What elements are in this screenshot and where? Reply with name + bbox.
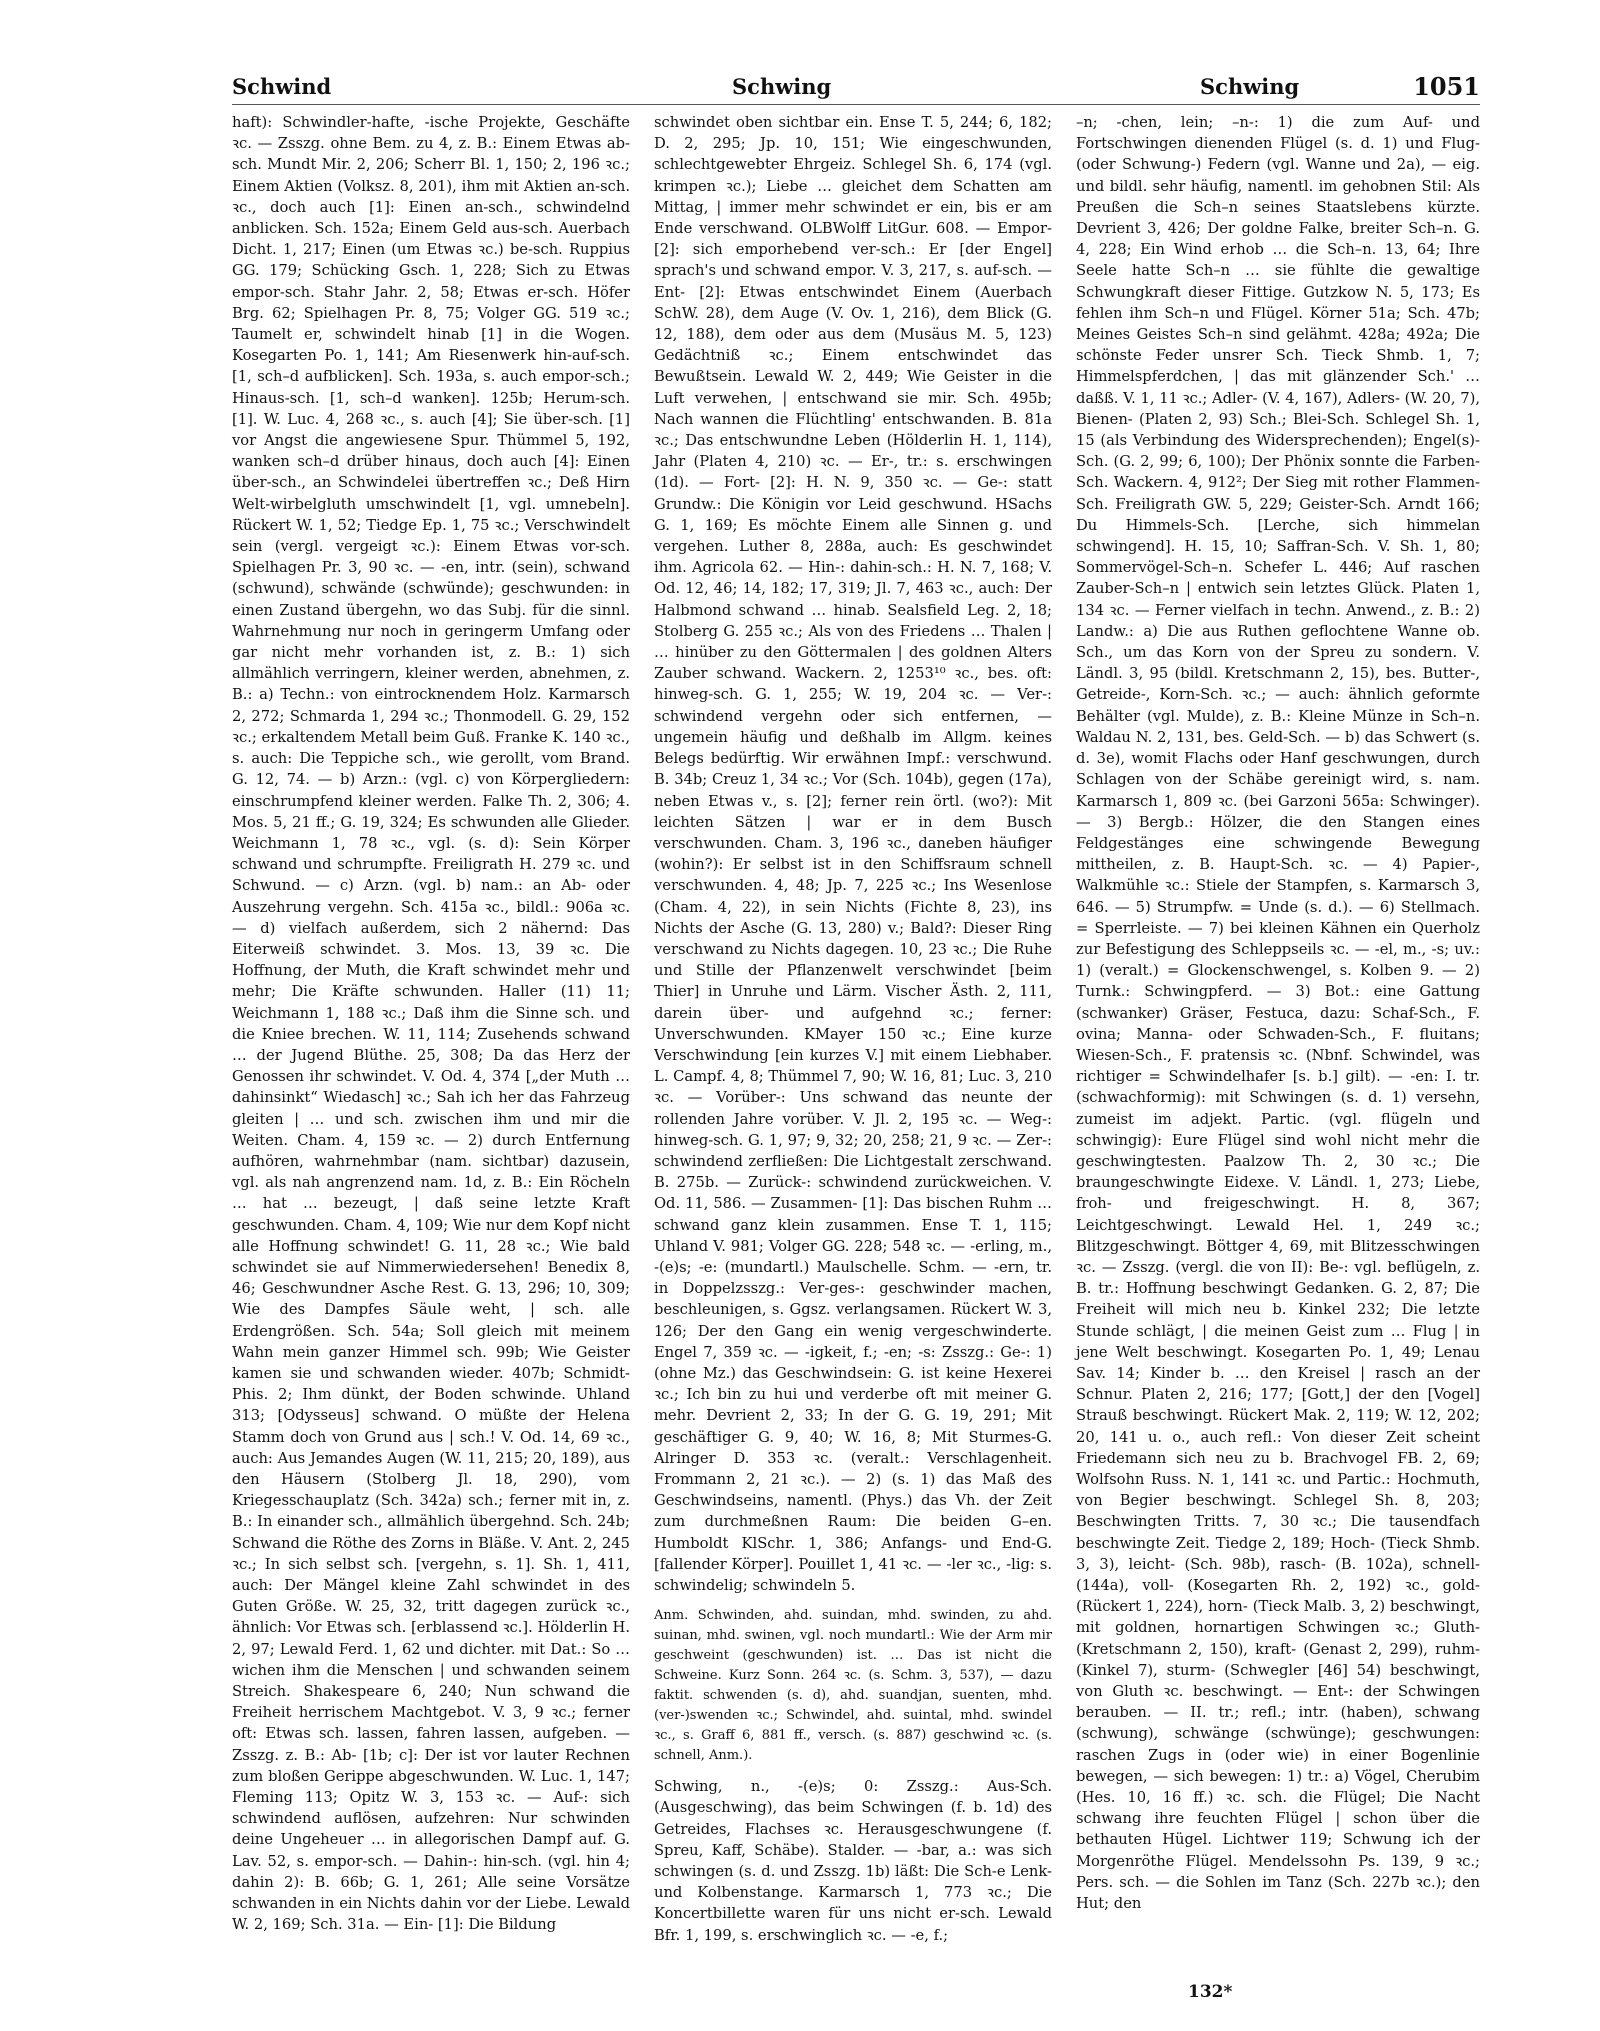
text-column-2 [654, 112, 1052, 1944]
etymology-note: Anm. Schwinden, ahd. suindan, mhd. swinden, zu ahd. suinan, mhd. swinen, vgl. noch mundartl.: Wie der Arm mir geschweint (geschwunden) ist. … Das ist nicht die Schweine. Kurz Sonn. 264 ꝛc. (s. Schm. 3, 537), — dazu faktit. schwenden (s. d), ahd. suandjan, suenten, mhd. (ver-)swenden ꝛc.; Schwindel, ahd. suintal, mhd. swindel ꝛc., s. Graff 6, 881 ff., versch. (s. 887) geschwind ꝛc. (s. schnell, Anm.). [654, 1608, 1052, 1764]
column-3-paragraph: –n; -chen, lein; –n-: 1) die zum Auf- und Fortschwingen dienenden Flügel (s. d. 1) und Flug- (oder Schwung-) Federn (vgl. Wanne und 2a), — eig. und bildl. sehr häufig, namentl. im gehobnen Stil: Als Preußen die Sch–n seines Staatslebens kürzte. Devrient 3, 426; Der goldne Falke, breiter Sch–n. G. 4, 228; Ein Wind erhob … die Sch–n. 13, 64; Ihre Seele hatte Sch–n … sie fühlte die gewaltige Schwungkraft dieser Fittige. Gutzkow N. 5, 173; Es fehlen ihm Sch–n und Flügel. Körner 51a; Sch. 47b; Meines Geistes Sch–n sind gelähmt. 428a; 492a; Die schönste Feder unsrer Sch. Tieck Shmb. 1, 7; Himmelspferdchen, | das mit glänzender Sch.' … daßß. V. 1, 11 ꝛc.; Adler- (V. 4, 167), Adlers- (W. 20, 7), Bienen- (Platen 2, 93) Sch.; Blei-Sch. Schlegel Sh. 1, 15 (als Verbindung des Widersprechenden); Engel(s)-Sch. (G. 2, 99; 6, 100); Der Phönix sonnte die Farben-Sch. Wackern. 4, 912²; Der Sieg mit rother Flammen-Sch. Freiligrath GW. 5, 229; Geister-Sch. Arndt 166; Du Himmels-Sch. [Lerche, sich himmelan schwingend]. H. 15, 10; Saffran-Sch. V. Sh. 1, 80; Sommervögel-Sch–n. Schefer L. 446; Auf raschen Zauber-Sch–n | entwich sein letztes Glück. Platen 1, 134 ꝛc. — Ferner vielfach in techn. Anwend., z. B.: 2) Landw.: a) Die aus Ruthen geflochtene Wanne ob. Sch., um das Korn von der Spreu zu sondern. V. Ländl. 3, 95 (bildl. Kretschmann 2, 15), bes. Butter-, Getreide-, Korn-Sch. ꝛc.; — auch: ähnlich geformte Behälter (vgl. Mulde), z. B.: Kleine Münze in Sch–n. Waldau N. 2, 131, bes. Geld-Sch. — b) das Schwert (s. d. 3e), womit Flachs oder Hanf geschwungen, durch Schlagen von der Schäbe gereinigt wird, s. nam. Karmarsch 1, 809 ꝛc. (bei Garzoni 565a: Schwinger). — 3) Bergb.: Hölzer, die den Stangen eines Feldgestänges eine schwingende Bewegung mittheilen, z. B. Haupt-Sch. ꝛc. — 4) Papier-, Walkmühle ꝛc.: Stiele der Stampfen, s. Karmarsch 3, 646. — 5) Strumpfw. = Unde (s. d.). — 6) Stellmach. = Sperrleiste. — 7) bei kleinen Kähnen ein Querholz zur Befestigung des Schleppseils ꝛc. — -el, m., -s; uv.: 1) (veralt.) = Glockenschwengel, s. Kolben 9. — 2) Turnk.: Schwingpferd. — 3) Bot.: eine Gattung (schwanker) Gräser, Festuca, dazu: Schaf-Sch., F. ovina; Manna- oder Schwaden-Sch., F. fluitans; Wiesen-Sch., F. pratensis ꝛc. (Nbnf. Schwindel, was richtiger = Schwindelhafer [s. b.] gilt). — -en: I. tr. (schwachformig): mit Schwingen (s. d. 1) versehn, zumeist im adjekt. Partic. (vgl. flügeln und schwingig): Eure Flügel sind wohl nicht mehr die geschwingtesten. Paalzow Th. 2, 30 ꝛc.; Die braungeschwingte Eidexe. V. Ländl. 1, 273; Liebe, froh- und freigeschwingt. H. 8, 367; Leichtgeschwingt. Lewald Hel. 1, 249 ꝛc.; Blitzgeschwingt. Böttger 4, 69, mit Blitzesschwingen ꝛc. — Zsszg. (vergl. die von II): Be-: vgl. beflügeln, z. B. tr.: Hoffnung beschwingt Gedanken. G. 2, 87; Die Freiheit will mich neu b. Kinkel 232; Die letzte Stunde schlägt, | die meinen Geist zum … Flug | in jene Welt beschwingt. Kosegarten Po. 1, 49; Lenau Sav. 14; Kinder b. … den Kreisel | rasch an der Schnur. Platen 2, 216; 177; [Gott,] der den [Vogel] Strauß beschwingt. Rückert Mak. 2, 119; W. 12, 202; 20, 141 u. o., auch refl.: Von dieser Zeit scheint Friedemann sich neu zu b. Brachvogel FB. 2, 69; Wolfsohn Russ. N. 1, 141 ꝛc. und Partic.: Hochmuth, von Begier beschwingt. Schlegel Sh. 8, 203; Beschwingten Tritts. 7, 30 ꝛc.; Die tausendfach beschwingte Zeit. Tiedge 2, 189; Hoch- (Tieck Shmb. 3, 3), leicht- (Sch. 98b), rasch- (B. 102a), schnell- (144a), voll- (Kosegarten Rh. 2, 192) ꝛc., gold- (Rückert 1, 224), horn- (Tieck Malb. 3, 2) beschwingt, mit goldnen, hornartigen Schwingen ꝛc.; Gluth- (Kretschmann 2, 150), kraft- (Genast 2, 299), ruhm- (Kinkel 7), sturm- (Schwegler [46] 54) beschwingt, von Gluth ꝛc. beschwingt. — Ent-: der Schwingen berauben. — II. tr.; refl.; intr. (haben), schwang (schwung), schwänge (schwünge); geschwungen: raschen Zugs in (oder wie) in einer Bogenlinie bewegen, — sich bewegen: 1) tr.: a) Vögel, Cherubim (Hes. 10, 16 ff.) ꝛc. sch. die Flügel; Die Nacht schwang ihre feuchten Flügel | schon über die bethauten Hügel. Lichtwer 119; Schwung ich der Morgenröthe Flügel. Mendelssohn Ps. 139, 9 ꝛc.; Pers. sch. — die Sohlen im Tanz (Sch. 227b ꝛc.); den Hut; den [1076, 114, 1480, 1913]
column-2-entry-schwing: Schwing, n., -(e)s; 0: Zsszg.: Aus-Sch. (Ausgeschwing), das beim Schwingen (f. b. 1d) des Getreides, Flachses ꝛc. Herausgeschwungene (f. Spreu, Kaff, Schäbe). Stalder. — -bar, a.: was sich schwingen (s. d. und Zsszg. 1b) läßt: Die Sch-e Lenk- und Kolbenstange. Karmarsch 1, 773 ꝛc.; Die Koncertbillette waren für uns nicht er-sch. Lewald Bfr. 1, 199, s. erschwinglich ꝛc. — -e, f.; [654, 1778, 1052, 1944]
column-2-paragraph: schwindet oben sichtbar ein. Ense T. 5, 244; 6, 182; D. 2, 295; Jp. 10, 151; Wie eingeschwunden, schlechtgewebter Ehrgeiz. Schlegel Sh. 6, 174 (vgl. krimpen ꝛc.); Liebe … gleichet dem Schatten am Mittag, | immer mehr schwindet er ein, bis er am Ende verschwand. OLBWolff LitGur. 608. — Empor- [2]: sich emporhebend ver-sch.: Er [der Engel] sprach's und schwand empor. V. 3, 217, s. auf-sch. — Ent- [2]: Etwas entschwindet Einem (Auerbach SchW. 28), dem Auge (V. Ov. 1, 216), dem Blick (G. 12, 188), dem oder aus dem (Musäus M. 5, 123) Gedächtniß ꝛc.; Einem entschwindet das Bewußtsein. Lewald W. 2, 449; Wie Geister in die Luft verwehen, | entschwand sie mir. Sch. 495b; Nach wannen die Flüchtling' entschwanden. B. 81a ꝛc.; Das entschwundne Leben (Hölderlin H. 1, 114), Jahr (Platen 4, 210) ꝛc. — Er-, tr.: s. erschwingen (1d). — Fort- [2]: H. N. 9, 350 ꝛc. — Ge-: statt Grundw.: Die Königin vor Leid geschwund. HSachs G. 1, 169; Es möchte Einem alle Sinnen g. und vergehen. Luther 8, 288a, auch: Es geschwindet ihm. Agricola 62. — Hin-: dahin-sch.: H. N. 7, 168; V. Od. 12, 46; 14, 182; 17, 319; Jl. 7, 463 ꝛc., auch: Der Halbmond schwand … hinab. Sealsfield Leg. 2, 18; Stolberg G. 255 ꝛc.; Als von des Friedens … Thalen | … hinüber zu den Göttermalen | des goldnen Alters Zauber schwand. Wackern. 2, 1253¹⁰ ꝛc., bes. oft: hinweg-sch. G. 1, 255; W. 19, 204 ꝛc. — Ver-: schwindend vergehn oder sich entfernen, — ungemein häufig und deßhalb im Allgm. keines Belegs bedürftig. Wir erwähnen Impf.: verschwund. B. 34b; Creuz 1, 34 ꝛc.; Vor (Sch. 104b), gegen (17a), neben Etwas v., s. [2]; ferner rein örtl. (wo?): Mit leichten Sätzen | war er in dem Busch verschwunden. Cham. 3, 196 ꝛc., daneben häufiger (wohin?): Er selbst ist in den Schiffsraum schnell verschwunden. 4, 48; Jp. 7, 225 ꝛc.; Ins Wesenlose (Cham. 4, 22), in sein Nichts (Fichte 8, 23), ins Nichts der Asche (G. 13, 280) v.; Bald?: Dieser Ring verschwand zu Nichts dagegen. 10, 23 ꝛc.; Die Ruhe und Stille der Pflanzenwelt verschwindet [beim Thier] in Unruhe und Lärm. Vischer Ästh. 2, 111, darein über- und aufgehnd ꝛc.; ferner: Unverschwunden. KMayer 150 ꝛc.; Eine kurze Verschwindung [ein kurzes V.] mit einem Liebhaber. L. Campf. 4, 8; Thümmel 7, 90; W. 16, 81; Luc. 3, 210 ꝛc. — Vorüber-: Uns schwand das neunte der rollenden Jahre vorüber. V. Jl. 2, 195 ꝛc. — Weg-: hinweg-sch. G. 1, 97; 9, 32; 20, 258; 21, 9 ꝛc. — Zer-: schwindend zerfließen: Die Lichtgestalt zerschwand. B. 275b. — Zurück-: schwindend zurückweichen. V. Od. 11, 586. — Zusammen- [1]: Das bischen Ruhm … schwand ganz klein zusammen. Ense T. 1, 115; Uhland V. 981; Volger GG. 228; 548 ꝛc. — -erling, m., -(e)s; -e: (mundartl.) Maulschelle. Schm. — -ern, tr. in Doppelzsszg.: Ver-ges-: geschwinder machen, beschleunigen, s. Ggsz. verlangsamen. Rückert W. 3, 126; Der den Gang ein wenig vergeschwinderte. Engel 7, 359 ꝛc. — -igkeit, f.; -en; -s: Zsszg.: Ge-: 1) (ohne Mz.) das Geschwindsein: G. ist keine Hexerei ꝛc.; Ich bin zu hui und verderbe oft mit meiner G. mehr. Devrient 2, 33; In der G. G. 19, 291; Mit geschäftiger G. 9, 40; W. 16, 8; Mit Sturmes-G. Alringer D. 353 ꝛc. (veralt.: Verschlagenheit. Frommann 2, 21 ꝛc.). — 2) (s. 1) das Maß des Geschwindseins, namentl. (Phys.) das Vh. der Zeit zum durchmeßnen Raum: Die beiden G–en. Humboldt KlSchr. 1, 386; Anfangs- und End-G. [fallender Körper]. Pouillet 1, 41 ꝛc. — -ler ꝛc., -lig: s. schwindelig; schwindeln 5. [654, 114, 1052, 1595]
column-1-paragraph: haft): Schwindler-hafte, -ische Projekte, Geschäfte ꝛc. — Zsszg. ohne Bem. zu 4, z. B.: Einem Etwas ab-sch. Mundt Mir. 2, 206; Scherr Bl. 1, 150; 2, 196 ꝛc.; Einem Aktien (Volksz. 8, 201), ihm mit Aktien an-sch. ꝛc., doch auch [1]: Einen an-sch., schwindelnd anblicken. Sch. 152a; Einem Geld aus-sch. Auerbach Dicht. 1, 217; Einen (um Etwas ꝛc.) be-sch. Ruppius GG. 179; Schücking Gsch. 1, 228; Sich zu Etwas empor-sch. Stahr Jahr. 2, 58; Etwas er-sch. Höfer Brg. 62; Spielhagen Pr. 8, 75; Volger GG. 519 ꝛc.; Taumelt er, schwindelt hinab [1] in die Wogen. Kosegarten Po. 1, 141; Am Riesenwerk hin-auf-sch. [1, sch–d aufblicken]. Sch. 193a, s. auch empor-sch.; Hinaus-sch. [1, sch–d wanken]. 125b; Herum-sch. [1]. W. Luc. 4, 268 ꝛc., s. auch [4]; Sie über-sch. [1] vor Angst die angewiesene Spur. Thümmel 5, 192, wanken sch–d drüber hinaus, doch auch [4]: Einen über-sch., an Schwindelei übertreffen ꝛc.; Deß Hirn Welt-wirbelgluth umschwindelt [1, vgl. umnebeln]. Rückert W. 1, 52; Tiedge Ep. 1, 75 ꝛc.; Verschwindelt sein (vergl. vergeigt ꝛc.): Einem Etwas vor-sch. Spielhagen Pr. 3, 90 ꝛc. — -en, intr. (sein), schwand (schwund), schwände (schwünde); geschwunden: in einen Zustand übergehn, wo das Subj. für die sinnl. Wahrnehmung nur noch in geringerm Umfang oder gar nicht mehr vorhanden ist, z. B.: 1) sich allmählich verringern, kleiner werden, abnehmen, z. B.: a) Techn.: von eintrocknendem Holz. Karmarsch 2, 272; Schmarda 1, 294 ꝛc.; Thonmodell. G. 29, 152 ꝛc.; erkaltendem Metall beim Guß. Franke K. 140 ꝛc., s. auch: Die Teppiche sch., wie gerollt, vom Brand. G. 12, 74. — b) Arzn.: (vgl. c) von Körpergliedern: einschrumpfend kleiner werden. Falke Th. 2, 306; 4. Mos. 5, 21 ff.; G. 19, 324; Es schwunden alle Glieder. Weichmann 1, 78 ꝛc., vgl. (s. d): Sein Körper schwand und schrumpfte. Freiligrath H. 279 ꝛc. und Schwund. — c) Arzn. (vgl. b) nam.: an Ab- oder Auszehrung vergehn. Sch. 415a ꝛc., bildl.: 906a ꝛc. — d) vielfach außerdem, sich 2 nähernd: Das Eiterweiß schwindet. 3. Mos. 13, 39 ꝛc. Die Hoffnung, der Muth, die Kraft schwindet mehr und mehr; Die Kräfte schwunden. Haller (11) 11; Weichmann 1, 188 ꝛc.; Daß ihm die Sinne sch. und die Kniee brechen. W. 11, 114; Zusehends schwand … der Jugend Blüthe. 25, 308; Da das Herz der Genossen ihr schwindet. V. Od. 4, 374 [„der Muth … dahinsinkt“ Wiedasch] ꝛc.; Sah ich her das Fahrzeug gleiten | … und sch. zwischen ihm und mir die Weiten. Cham. 4, 159 ꝛc. — 2) durch Entfernung aufhören, wahrnehmbar (nam. sichtbar) dazusein, vgl. als nah angrenzend nam. 1d, z. B.: Ein Röcheln … hat … bezeugt, | daß seine letzte Kraft geschwunden. Cham. 4, 109; Wie nur dem Kopf nicht alle Hoffnung schwindet! G. 11, 28 ꝛc.; Wie bald schwindet sie auf Nimmerwiedersehen! Benedix 8, 46; Geschwundner Asche Rest. G. 13, 296; 10, 309; Wie des Dampfes Säule weht, | sch. alle Erdengrößen. Sch. 54a; Soll gleich mit meinem Wahn mein ganzer Himmel sch. 99b; Wie Geister kamen sie und schwanden wieder. 407b; Schmidt-Phis. 2; Ihm dünkt, der Boden schwinde. Uhland 313; [Odysseus] schwand. O müßte der Helena Stamm doch von Grund aus | sch.! V. Od. 14, 69 ꝛc., auch: Aus Jemandes Augen (W. 11, 215; 20, 189), aus den Häusern (Stolberg Jl. 18, 290), vom Kriegesschauplatz (Sch. 342a) sch.; ferner mit in, z. B.: In einander sch., allmählich übergehnd. Sch. 24b; Schwand die Röthe des Zorns in Bläße. V. Ant. 2, 245 ꝛc.; In sich selbst sch. [vergehn, s. 1]. Sh. 1, 411, auch: Der Mängel kleine Zahl schwindet in des Guten Größe. W. 25, 32, tritt dagegen zurück ꝛc., ähnlich: Vor Etwas sch. [erblassend ꝛc.]. Hölderlin H. 2, 97; Lewald Ferd. 1, 62 und dichter. mit Dat.: So … wichen ihm die Menschen | und schwanden seinem Streich. Shakespeare 6, 240; Nun schwand die Freiheit herrischem Machtgebot. V. 3, 9 ꝛc.; ferner oft: Etwas sch. lassen, fahren lassen, aufgeben. — Zsszg. z. B.: Ab- [1b; c]: Der ist vor lauter Rechnen zum bloßen Gerippe abgeschwunden. W. Luc. 1, 147; Fleming 113; Opitz W. 3, 153 ꝛc. — Auf-: sich schwindend auflösen, aufzehren: Nur schwinden deine Ungeheuer … in allegorischen Dampf auf. G. Lav. 52, s. empor-sch. — Dahin-: hin-sch. (vgl. hin 4; dahin 2): B. 66b; G. 1, 261; Alle seine Vorsätze schwanden in ein Nichts dahin vor der Liebe. Lewald W. 2, 169; Sch. 31a. — Ein- [1]: Die Bildung [232, 114, 630, 1934]
text-column-1 [232, 112, 630, 1934]
text-column-3 [1076, 112, 1480, 1912]
paragraph-gap [654, 1766, 1052, 1776]
paragraph-gap [654, 1596, 1052, 1606]
header-rule [232, 104, 1480, 105]
page-number: 1051 [1413, 72, 1480, 101]
signature-mark: 132* [1188, 1982, 1233, 2002]
header-left-keyword: Schwind [232, 74, 332, 99]
header-center-keyword: Schwing [732, 74, 832, 99]
header-right-keyword: Schwing [1200, 74, 1300, 99]
